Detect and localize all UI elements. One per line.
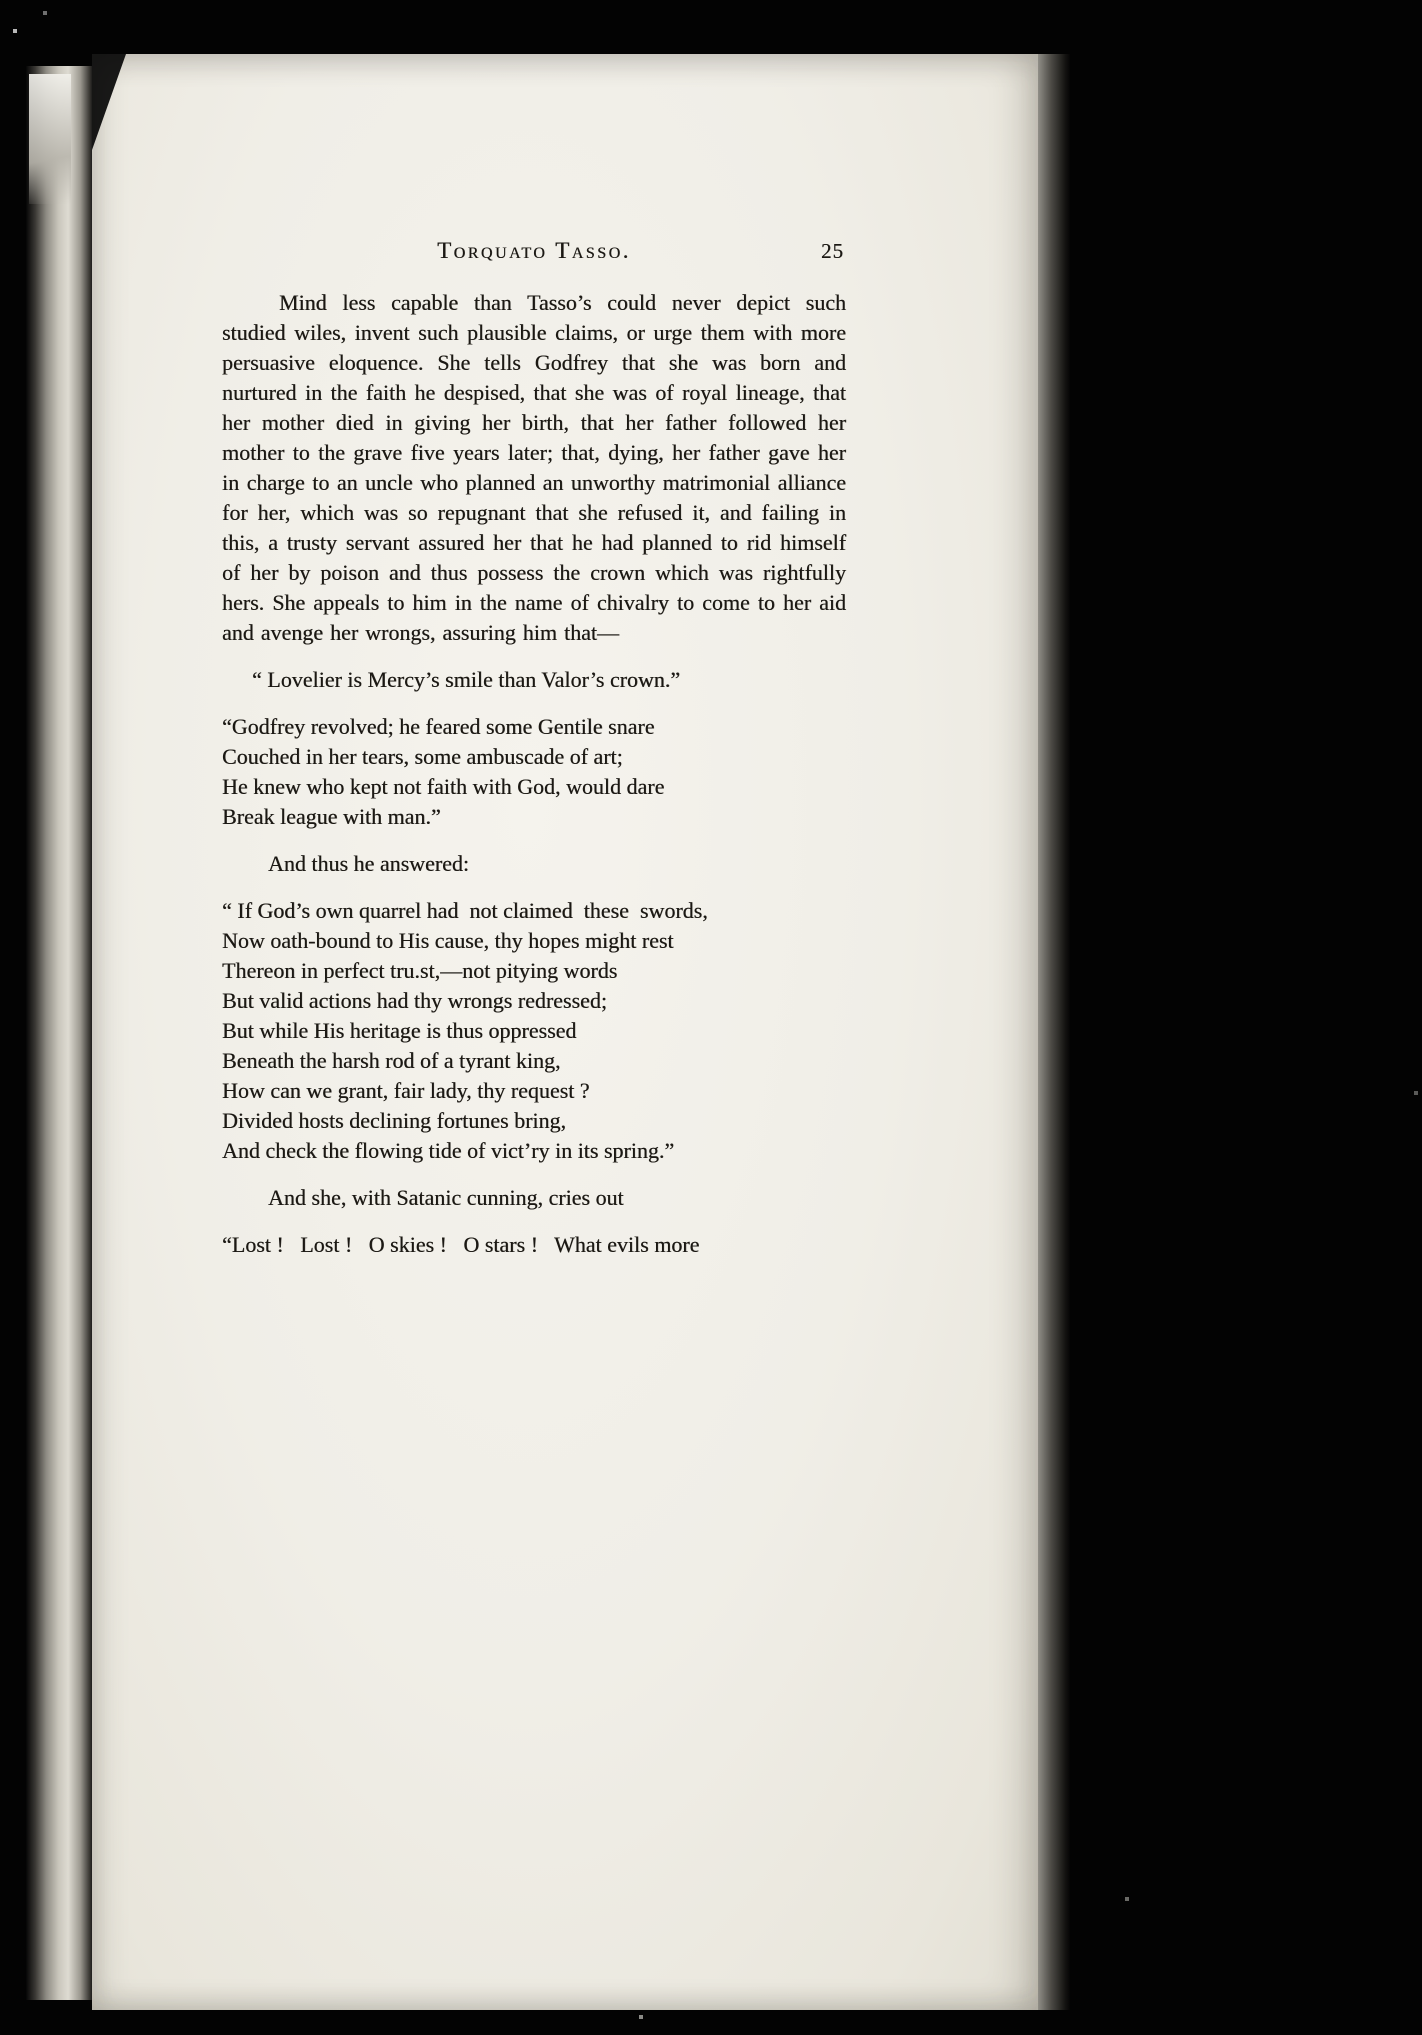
verse-line: “Godfrey revolved; he feared some Gentile snare	[222, 714, 655, 739]
page-number: 25	[821, 239, 844, 263]
verse-line: He knew who kept not faith with God, would dare	[222, 774, 665, 799]
verse-line: Now oath-bound to His cause, thy hopes might rest	[222, 928, 674, 953]
verse-line: Thereon in perfect tru.st,—not pitying words	[222, 958, 618, 983]
verse-line: Divided hosts declining fortunes bring,	[222, 1108, 567, 1133]
running-title: Torquato Tasso.	[437, 238, 631, 263]
scan-dust-specks	[0, 0, 2, 2]
page-text-area	[222, 238, 846, 1260]
verse-line: But while His heritage is thus oppressed	[222, 1018, 577, 1043]
book-page-edges	[26, 66, 94, 2000]
verse-line: “Lost ! Lost ! O skies ! O stars ! What evils more	[222, 1232, 700, 1257]
narrative-line: And she, with Satanic cunning, cries out	[268, 1185, 624, 1210]
verse-line: But valid actions had thy wrongs redressed;	[222, 988, 607, 1013]
verse-stanza	[222, 896, 846, 1166]
verse-line: And check the flowing tide of vict’ry in its spring.”	[222, 1138, 675, 1163]
verse-line: “ If God’s own quarrel had not claimed these swords,	[222, 898, 708, 923]
page-right-edge-shadow	[1038, 54, 1070, 2010]
verse-line: Beneath the harsh rod of a tyrant king,	[222, 1048, 561, 1073]
verse-stanza	[222, 712, 846, 832]
narrative-line: And thus he answered:	[268, 851, 470, 876]
verse-line: Couched in her tears, some ambuscade of art;	[222, 744, 623, 769]
page-corner-shadow	[92, 54, 126, 150]
page-header	[222, 238, 846, 272]
verse-quote-line: “ Lovelier is Mercy’s smile than Valor’s crown.”	[252, 667, 681, 692]
verse-stanza	[222, 1230, 846, 1260]
verse-line: Break league with man.”	[222, 804, 441, 829]
prose-paragraph: Mind less capable than Tasso’s could never depict such studied wiles, invent such plausible claims, or urge them with more persuasive eloquence. She tells Godfrey that she was born and nurtured in the faith he despised, that she was of royal lineage, that her mother died in giving her birth, that her father followed her mother to the grave five years later; that, dying, her father gave her in charge to an uncle who planned an unworthy matrimonial alliance for her, which was so repugnant that she refused it, and failing in this, a trusty servant assured her that he had planned to rid himself of her by poison and thus possess the crown which was rightfully hers. She appeals to him in the name of chivalry to come to her aid and avenge her wrongs, assuring him that—	[222, 290, 846, 645]
verse-line: How can we grant, fair lady, thy request ?	[222, 1078, 590, 1103]
book-page	[92, 54, 1038, 2010]
page-body	[222, 288, 846, 1260]
